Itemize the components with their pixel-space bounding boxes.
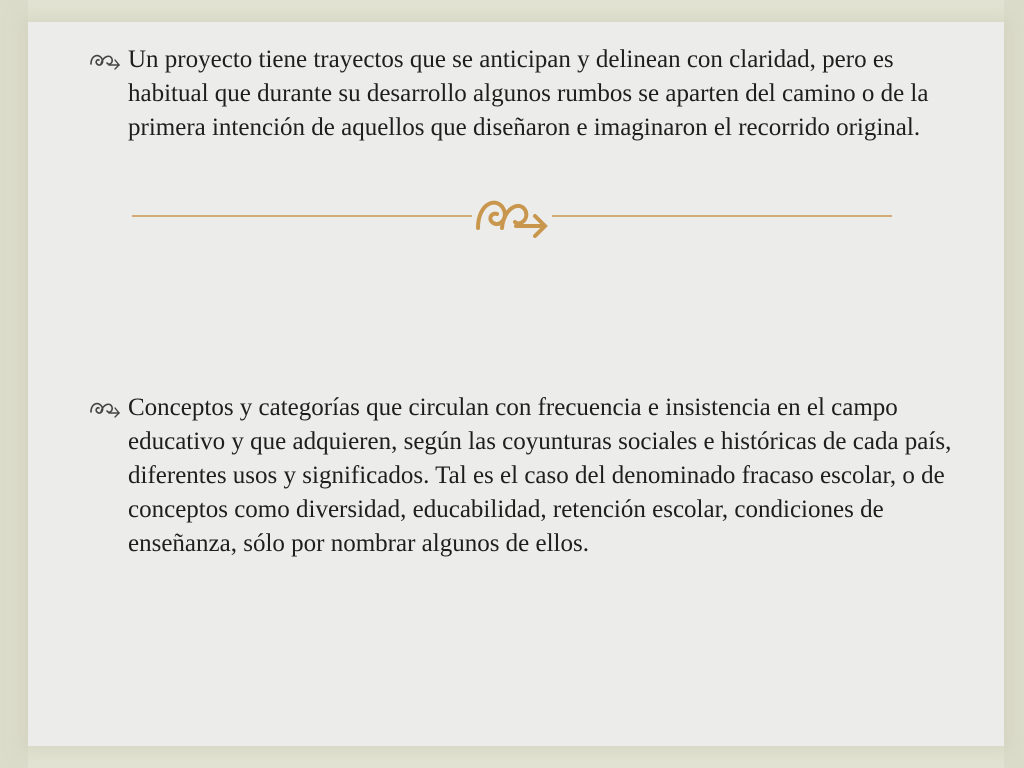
ornamental-bullet-icon [88, 43, 124, 77]
left-border [0, 0, 28, 768]
bullet-item-1 [88, 43, 968, 145]
bullet-text-2: Conceptos y categorías que circulan con frecuencia e insistencia en el campo educativo y que adquieren, según las coyunturas sociales e históricas de cada país, diferentes usos y significados. Tal es el caso del denominado fracaso escolar, o de conceptos como diversidad, educabilidad, retención escolar, condiciones de enseñanza, sólo por nombrar algunos de ellos. [128, 394, 952, 557]
right-border [1004, 0, 1024, 768]
ornamental-bullet-icon [88, 391, 124, 425]
bullet-item-2 [88, 391, 968, 561]
flourish-ornament-icon [478, 203, 545, 236]
section-divider [132, 188, 892, 244]
bullet-text-1: Un proyecto tiene trayectos que se anticipan y delinean con claridad, pero es habitual que durante su desarrollo algunos rumbos se aparten del camino o de la primera intención de aquellos que diseñaron e imaginaron el recorrido original. [128, 46, 929, 141]
